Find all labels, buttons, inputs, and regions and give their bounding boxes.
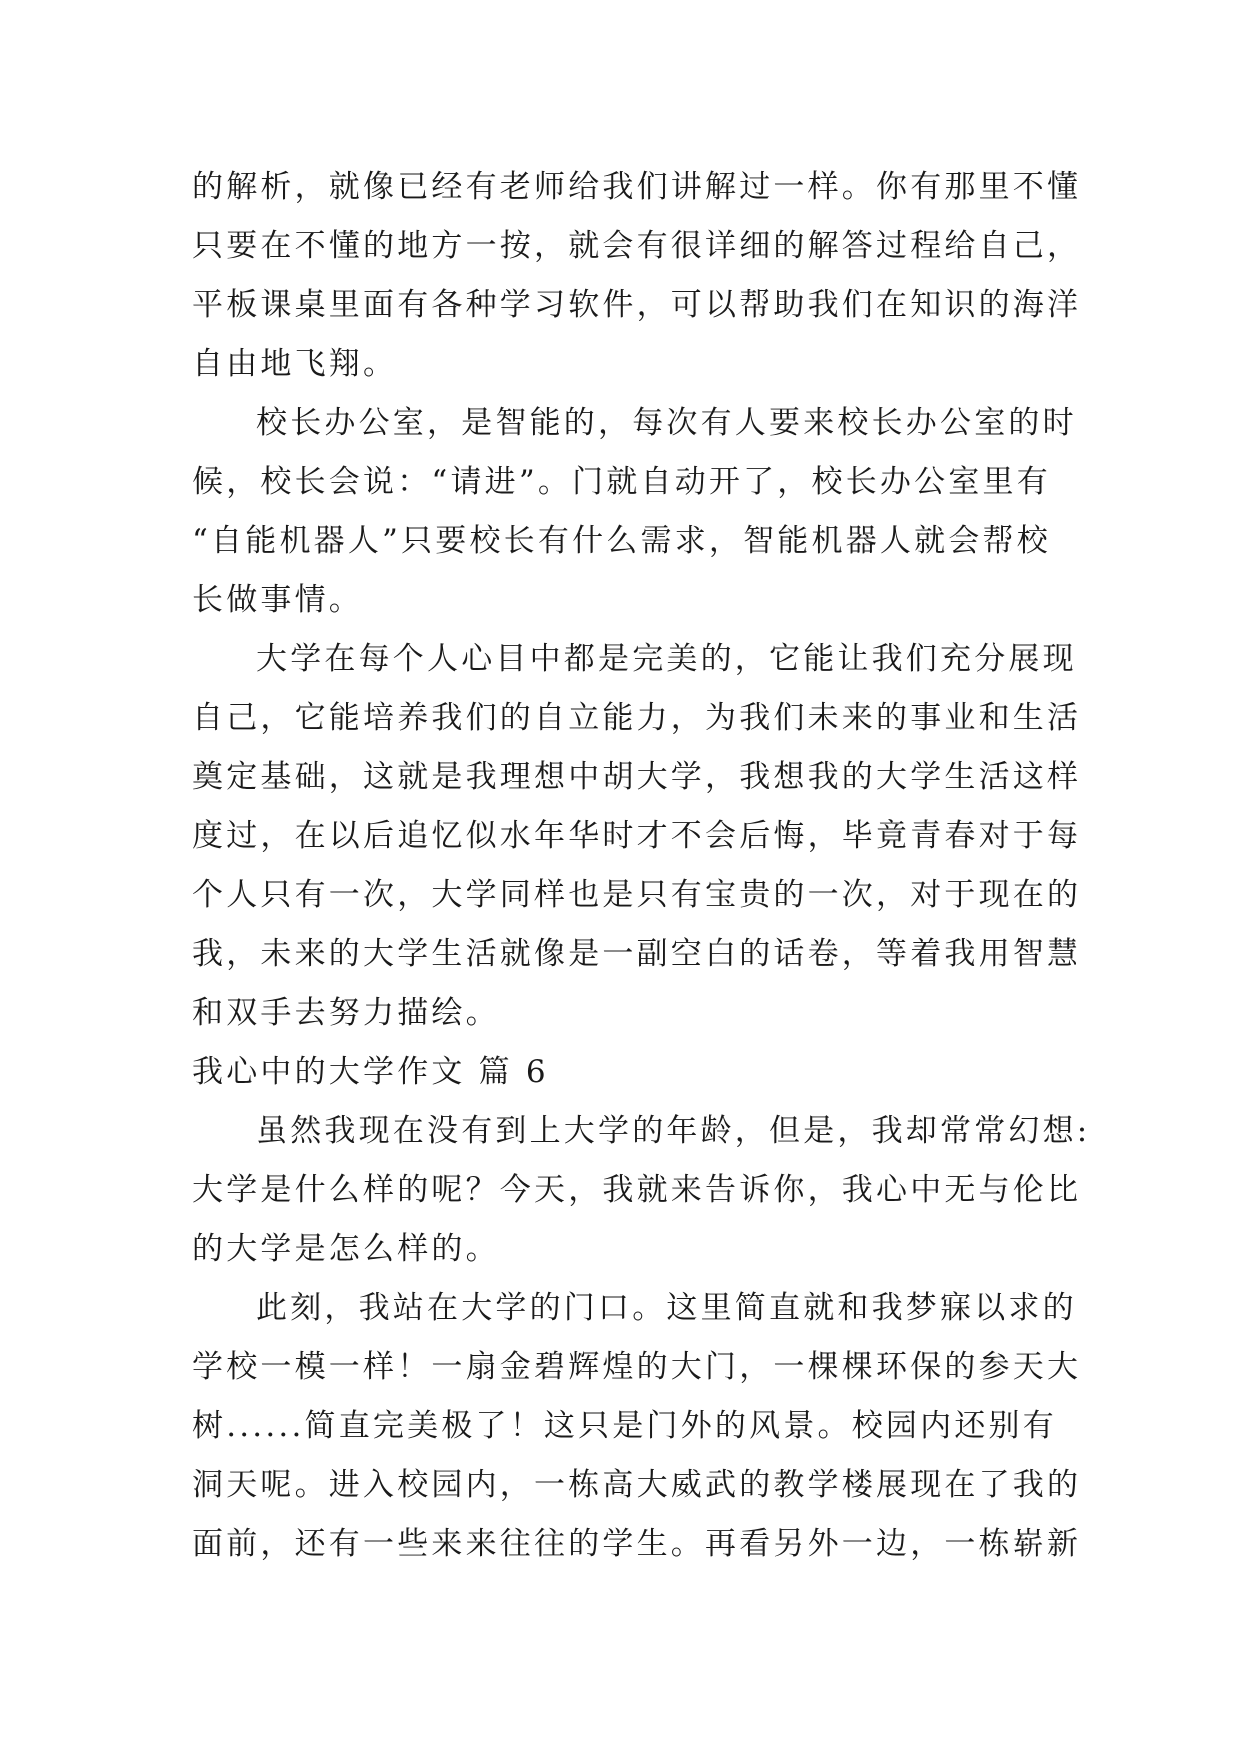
text-line: 的大学是怎么样的。 [192, 1231, 500, 1267]
text-line: 自由地飞翔。 [192, 346, 398, 382]
document-body [192, 158, 1091, 1574]
paragraph-start-line: 大学在每个人心目中都是完美的，它能让我们充分展现 [256, 641, 1077, 677]
text-line: 长做事情。 [192, 582, 363, 618]
text-line: 的解析，就像已经有老师给我们讲解过一样。你有那里不懂 [192, 169, 1082, 205]
text-line: 候，校长会说：“请进”。门就自动开了，校长办公室里有 [192, 464, 1051, 500]
text-line: 面前，还有一些来来往往的学生。再看另外一边，一栋崭新 [192, 1526, 1082, 1562]
paragraph-start-line: 校长办公室，是智能的，每次有人要来校长办公室的时 [256, 405, 1077, 441]
section-heading: 我心中的大学作文 篇 6 [192, 1054, 549, 1090]
text-line: 度过，在以后追忆似水年华时才不会后悔，毕竟青春对于每 [192, 818, 1082, 854]
text-line: 自己，它能培养我们的自立能力，为我们未来的事业和生活 [192, 700, 1082, 736]
text-line: “自能机器人”只要校长有什么需求，智能机器人就会帮校 [192, 523, 1051, 559]
text-line: 只要在不懂的地方一按，就会有很详细的解答过程给自己， [192, 228, 1082, 264]
text-line: 树......简直完美极了！这只是门外的风景。校园内还别有 [192, 1408, 1057, 1444]
text-line: 平板课桌里面有各种学习软件，可以帮助我们在知识的海洋 [192, 287, 1082, 323]
paragraph-start-line: 此刻，我站在大学的门口。这里简直就和我梦寐以求的 [256, 1290, 1077, 1326]
text-line: 个人只有一次，大学同样也是只有宝贵的一次，对于现在的 [192, 877, 1082, 913]
text-line: 洞天呢。进入校园内，一栋高大威武的教学楼展现在了我的 [192, 1467, 1082, 1503]
text-line: 大学是什么样的呢？今天，我就来告诉你，我心中无与伦比 [192, 1172, 1082, 1208]
paragraph-start-line: 虽然我现在没有到上大学的年龄，但是，我却常常幻想: [256, 1113, 1091, 1149]
text-line: 学校一模一样！一扇金碧辉煌的大门，一棵棵环保的参天大 [192, 1349, 1082, 1385]
text-line: 我，未来的大学生活就像是一副空白的话卷，等着我用智慧 [192, 936, 1082, 972]
text-line: 奠定基础，这就是我理想中胡大学，我想我的大学生活这样 [192, 759, 1082, 795]
text-line: 和双手去努力描绘。 [192, 995, 500, 1031]
